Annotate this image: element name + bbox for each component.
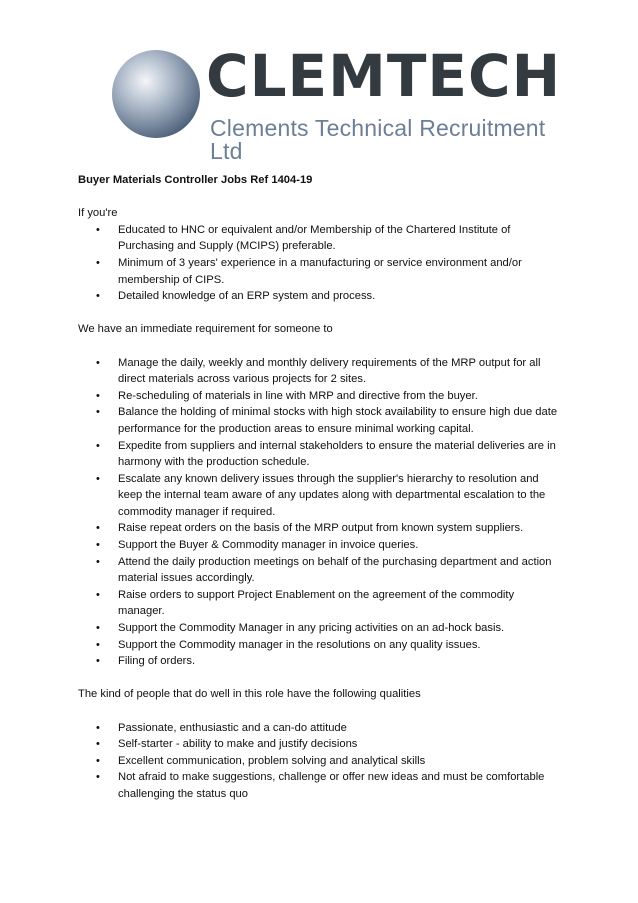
bullet-icon: • [96,290,100,303]
list-item: • Manage the daily, weekly and monthly delivery requirements of the MRP output for all direct materials across various projects for 2 sites. [96,356,541,386]
company-logo [78,16,562,166]
bullet-icon: • [96,622,100,635]
list-item: • Filing of orders. [78,653,563,670]
bullet-icon: • [96,655,100,668]
job-title: Buyer Materials Controller Jobs Ref 1404-19 [78,174,313,186]
list-item: • Support the Commodity Manager in any pricing activities on an ad-hock basis. [78,620,563,637]
list-item: • Support the Commodity manager in the resolutions on any quality issues. [78,637,563,654]
bullet-icon: • [96,555,100,568]
bullet-icon: • [96,472,100,485]
list-item: • Excellent communication, problem solving and analytical skills [78,753,563,770]
list-item: • Raise repeat orders on the basis of the MRP output from known system suppliers. [78,520,563,537]
spacer [78,305,563,322]
logo-tagline: Clements Technical Recruitment Ltd [210,115,546,164]
list-item: • Re-scheduling of materials in line with MRP and directive from the buyer. [78,388,563,405]
bullet-icon: • [96,721,100,734]
spacer [78,703,563,720]
bullet-icon: • [96,389,100,402]
logo-emblem-icon [78,16,218,166]
list-item: • Educated to HNC or equivalent and/or Membership of the Chartered Institute of Purchasing and Supply (MCIPS) preferable. [96,223,511,253]
list-item: • Passionate, enthusiastic and a can-do attitude [78,720,563,737]
bullet-icon: • [96,588,100,601]
list-item: • Expedite from suppliers and internal stakeholders to ensure the material deliveries are in harmony with the production schedule. [96,439,556,469]
intro-requirements: If you're [78,207,118,220]
bullet-icon: • [96,638,100,651]
list-item: • Minimum of 3 years' experience in a manufacturing or service environment and/or membership of CIPS. [96,256,522,286]
bullet-icon: • [96,223,100,236]
bullet-icon: • [96,522,100,535]
intro-qualities: The kind of people that do well in this role have the following qualities [78,688,421,701]
list-item: • Escalate any known delivery issues through the supplier's hierarchy to resolution and keep the internal team aware of any updates along with departmental escalation to the commodity manager if required. [96,472,546,518]
qualities-list [78,720,563,803]
list-item: • Raise orders to support Project Enablement on the agreement of the commodity manager. [96,588,515,618]
list-item: • Balance the holding of minimal stocks with high stock availability to ensure high due date performance for the production areas to ensure minimal working capital. [96,406,558,435]
bullet-icon: • [96,439,100,452]
bullet-icon: • [96,256,100,269]
list-item: • Detailed knowledge of an ERP system and process. [78,288,563,305]
spacer [78,670,563,687]
logo-wordmark: CLEMTECH [206,42,562,110]
intro-duties: We have an immediate requirement for someone to [78,323,333,336]
spacer [78,338,563,355]
list-item: • Support the Buyer & Commodity manager in invoice queries. [78,537,563,554]
bullet-icon: • [96,356,100,369]
duties-list [78,355,563,670]
bullet-icon: • [96,738,100,751]
bullet-icon: • [96,754,100,767]
job-description [78,172,563,803]
bullet-icon: • [96,771,100,784]
spacer [78,189,563,206]
list-item: • Attend the daily production meetings on behalf of the purchasing department and action material issues accordingly. [96,555,552,585]
list-item: • Self-starter - ability to make and justify decisions [78,736,563,753]
bullet-icon: • [96,406,100,419]
requirements-list [78,222,563,305]
list-item: • Not afraid to make suggestions, challenge or offer new ideas and must be comfortable challenging the status quo [96,771,545,800]
bullet-icon: • [96,539,100,552]
